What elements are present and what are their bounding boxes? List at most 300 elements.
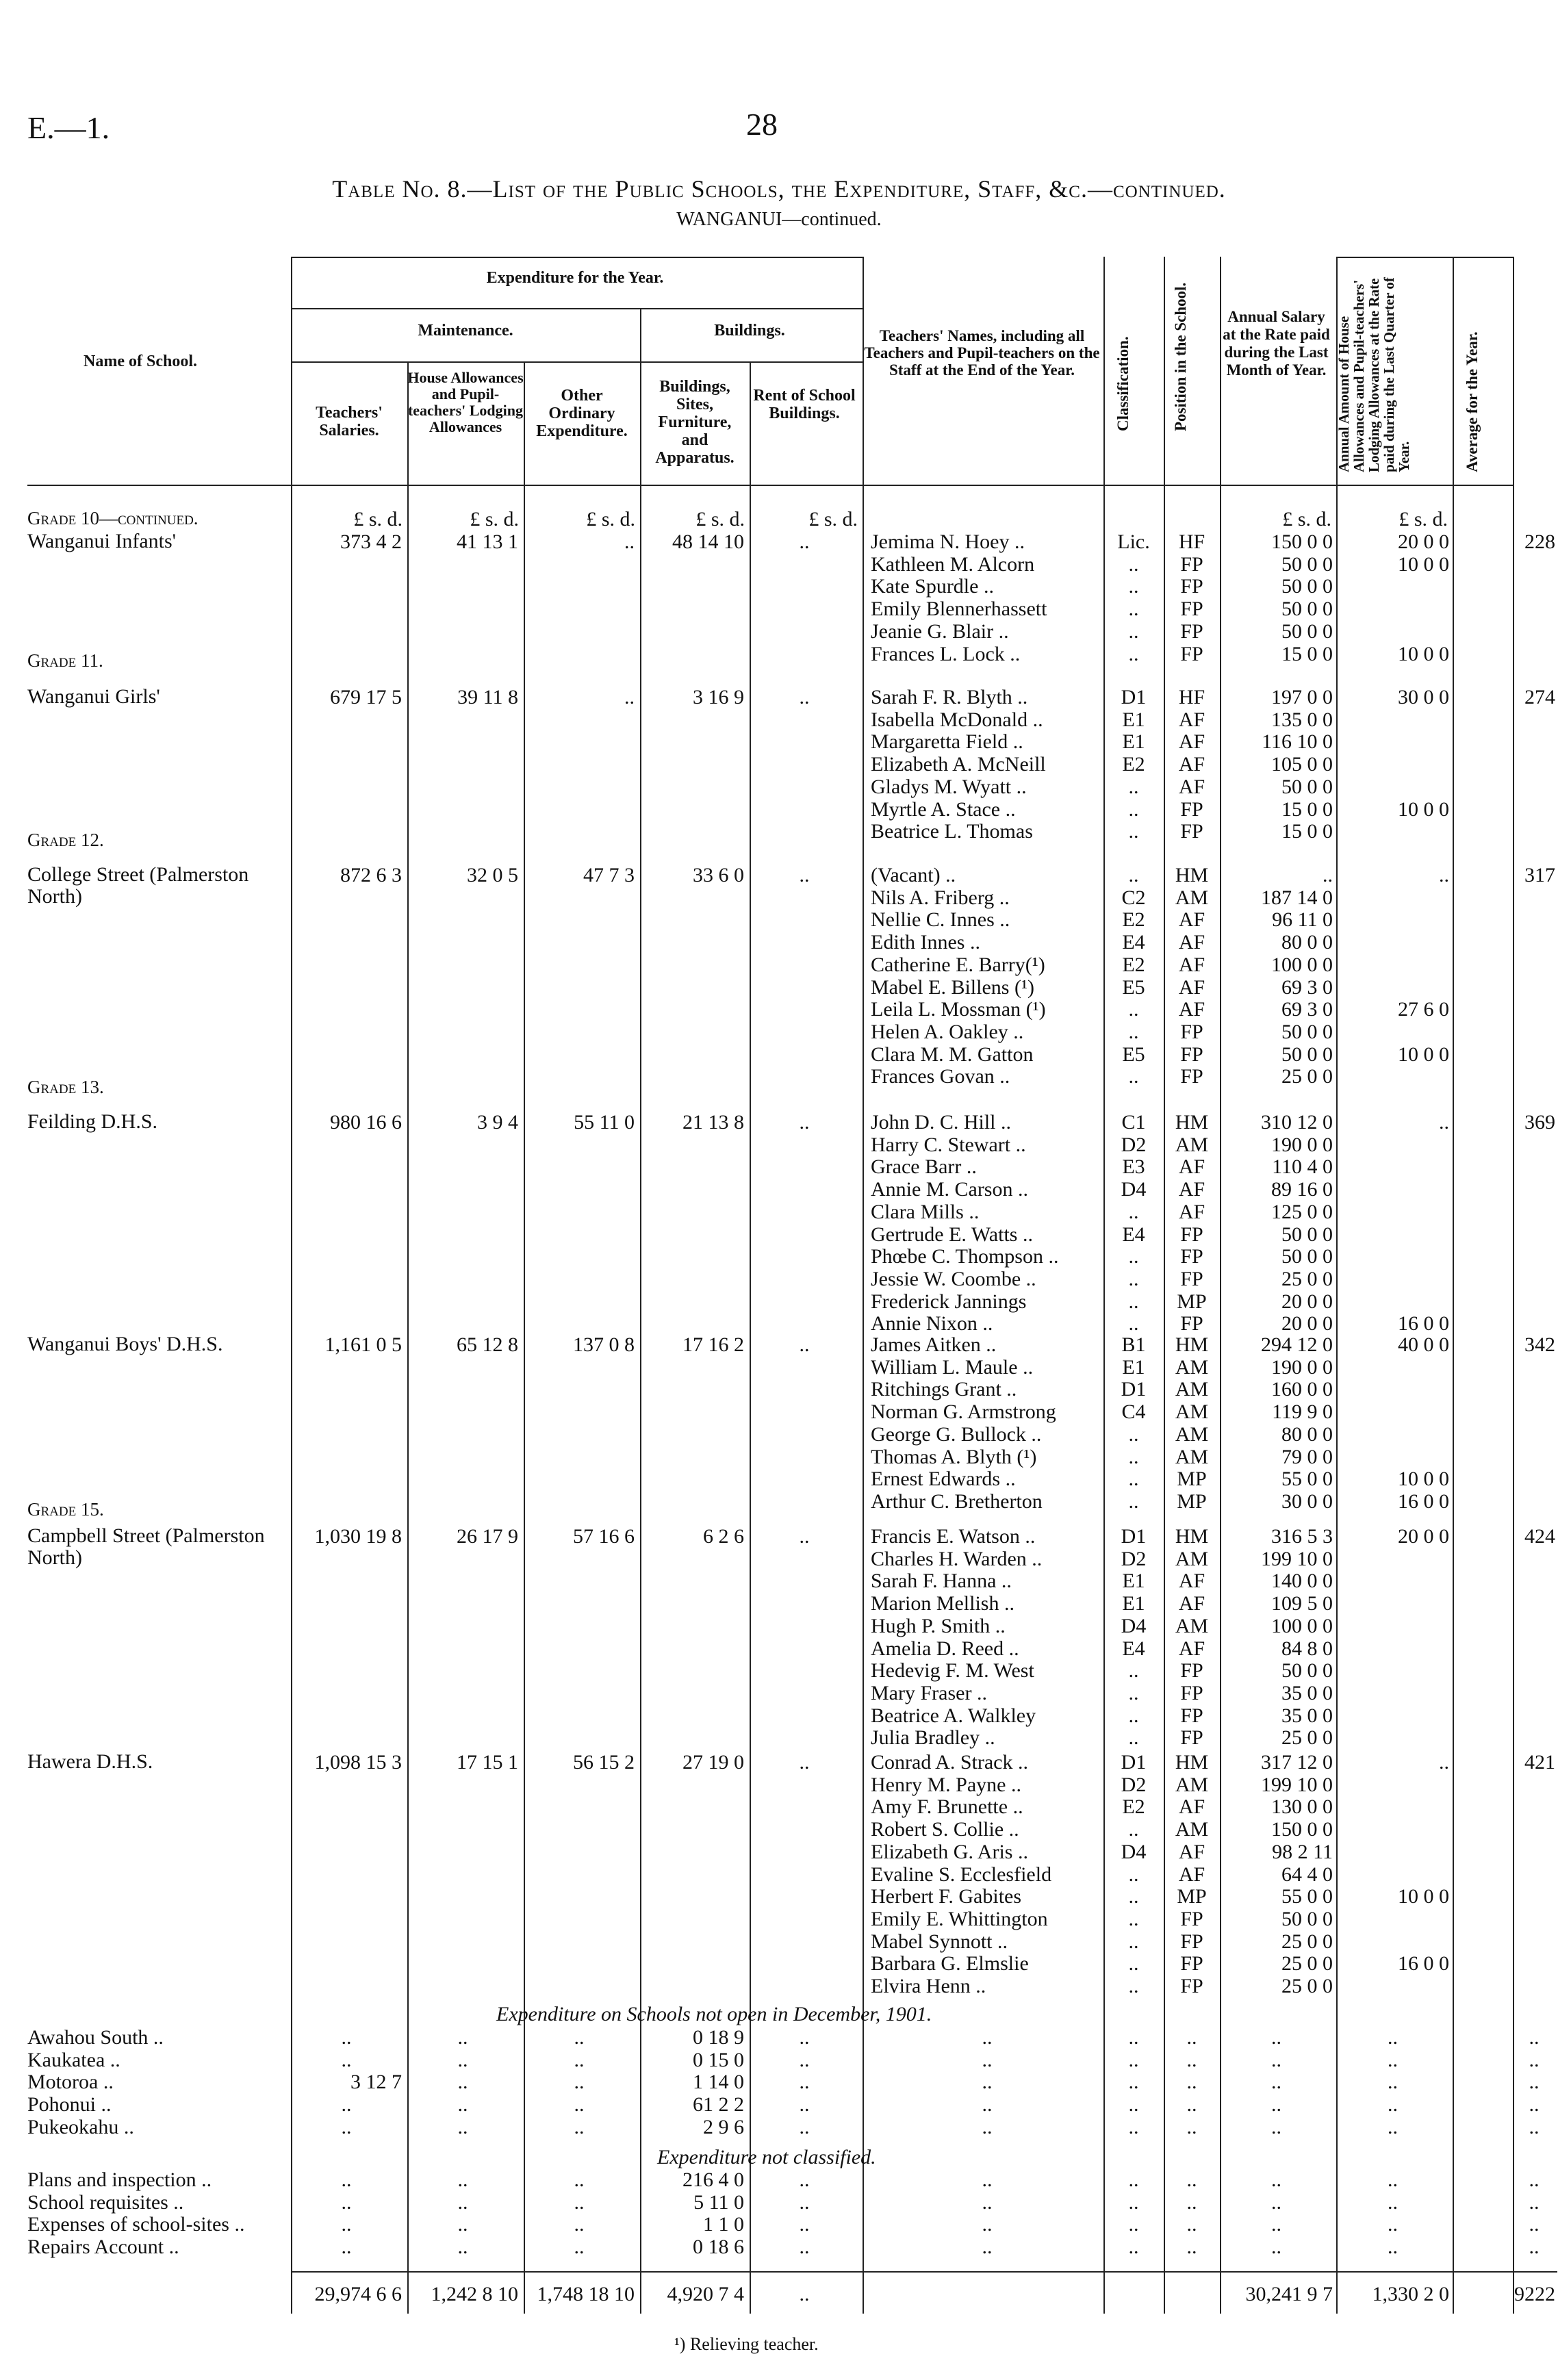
annual-amount: .. <box>1388 2115 1398 2138</box>
classification: .. <box>1128 2048 1139 2071</box>
teacher-name: Marion Mellish .. <box>871 1592 1014 1615</box>
school-name: Hawera D.H.S. <box>27 1750 153 1773</box>
house-allowances: .. <box>457 2115 468 2138</box>
average-attendance: .. <box>1529 2213 1540 2236</box>
annual-salary: 25 0 0 <box>1281 1975 1333 1997</box>
annual-amount: 10 0 0 <box>1398 552 1449 576</box>
rule-horizontal <box>291 361 863 363</box>
teacher-name: Amelia D. Reed .. <box>871 1637 1019 1660</box>
annual-salary: 80 0 0 <box>1281 931 1333 954</box>
annual-salary: 116 10 0 <box>1262 730 1333 754</box>
teacher-name: Nellie C. Innes .. <box>871 908 1010 932</box>
classification: E5 <box>1122 1042 1145 1066</box>
annual-salary: 190 0 0 <box>1271 1355 1333 1379</box>
total-salaries: 29,974 6 6 <box>314 2283 402 2305</box>
teacher-name: .. <box>982 2236 993 2259</box>
teacher-name: Elvira Henn .. <box>871 1975 986 1997</box>
classification: .. <box>1128 1907 1139 1930</box>
position: AM <box>1175 1400 1209 1424</box>
annual-salary: .. <box>1271 2213 1281 2236</box>
position: HF <box>1178 530 1205 553</box>
classification: .. <box>1128 2115 1139 2138</box>
average-attendance: .. <box>1529 2093 1540 2116</box>
annual-salary: 316 5 3 <box>1271 1525 1333 1548</box>
classification: .. <box>1128 1245 1139 1268</box>
classification: .. <box>1128 1659 1139 1682</box>
position: .. <box>1186 2168 1197 2191</box>
position: AF <box>1178 753 1205 776</box>
rule-horizontal <box>291 308 863 309</box>
position: HF <box>1178 686 1205 708</box>
annual-salary: 150 0 0 <box>1271 1818 1333 1841</box>
total-other: 1,748 18 10 <box>537 2283 635 2305</box>
position: FP <box>1180 1245 1203 1268</box>
teacher-name: Mabel Synnott .. <box>871 1930 1008 1953</box>
rent-buildings: .. <box>799 2168 810 2191</box>
buildings-sites: 61 2 2 <box>693 2093 744 2116</box>
classification: .. <box>1128 864 1139 886</box>
other-expenditure: 47 7 3 <box>583 864 635 886</box>
report-code: E.—1. <box>27 110 110 145</box>
position: FP <box>1180 598 1203 621</box>
teacher-name: .. <box>982 2071 993 2094</box>
house-allowances: .. <box>457 2026 468 2049</box>
rent-buildings: .. <box>799 1751 810 1774</box>
classification: D1 <box>1121 686 1147 708</box>
average-attendance: 228 <box>1524 530 1555 553</box>
annual-amount: .. <box>1388 2168 1398 2191</box>
teacher-name: Jessie W. Coombe .. <box>871 1267 1036 1290</box>
position: MP <box>1177 1885 1207 1908</box>
classification: .. <box>1128 1863 1139 1886</box>
buildings-sites: 5 11 0 <box>693 2190 744 2214</box>
average-attendance: 342 <box>1524 1333 1555 1356</box>
annual-amount: .. <box>1388 2026 1398 2049</box>
annual-salary: 69 3 0 <box>1281 998 1333 1021</box>
annual-salary: 50 0 0 <box>1281 1042 1333 1066</box>
teachers-salaries: 872 6 3 <box>340 864 402 886</box>
annual-amount: .. <box>1439 1111 1449 1134</box>
annual-amount: 16 0 0 <box>1398 1312 1449 1335</box>
position: AF <box>1178 1863 1205 1886</box>
teacher-name: Hedevig F. M. West <box>871 1659 1034 1682</box>
position: AF <box>1178 1637 1205 1660</box>
teacher-name: Myrtle A. Stace .. <box>871 797 1016 821</box>
teacher-name: Frances Govan .. <box>871 1065 1010 1088</box>
teachers-salaries: .. <box>341 2190 352 2214</box>
teachers-salaries: .. <box>341 2048 352 2071</box>
classification: E1 <box>1122 1592 1145 1615</box>
position: .. <box>1186 2213 1197 2236</box>
buildings-sites: 6 2 6 <box>703 1525 744 1548</box>
other-expenditure: .. <box>574 2115 585 2138</box>
position: AF <box>1178 1795 1205 1819</box>
classification: .. <box>1128 1020 1139 1043</box>
rent-buildings: .. <box>799 2213 810 2236</box>
teacher-name: Ritchings Grant .. <box>871 1378 1017 1401</box>
position: FP <box>1180 797 1203 821</box>
teacher-name: .. <box>982 2168 993 2191</box>
classification: D4 <box>1121 1840 1147 1863</box>
rent-buildings: .. <box>799 2115 810 2138</box>
teacher-name: Emily Blennerhassett <box>871 598 1047 621</box>
teachers-salaries: .. <box>341 2093 352 2116</box>
position: AF <box>1178 953 1205 976</box>
annual-salary: 20 0 0 <box>1281 1312 1333 1335</box>
average-attendance: .. <box>1529 2190 1540 2214</box>
annual-salary: 55 0 0 <box>1281 1468 1333 1491</box>
position: AM <box>1175 1133 1209 1156</box>
col-header-classification: Classification. <box>1114 336 1132 431</box>
classification: E4 <box>1122 931 1145 954</box>
col-header-buildings: Buildings. <box>714 322 785 340</box>
col-header-expenditure: Expenditure for the Year. <box>486 269 664 287</box>
annual-salary: 187 14 0 <box>1261 886 1333 909</box>
position: FP <box>1180 575 1203 598</box>
other-expenditure: .. <box>574 2236 585 2259</box>
annual-salary: 25 0 0 <box>1281 1726 1333 1750</box>
annual-salary: 30 0 0 <box>1281 1489 1333 1513</box>
position: AF <box>1178 931 1205 954</box>
rule-horizontal <box>291 2271 1557 2273</box>
classification: E3 <box>1122 1155 1145 1179</box>
house-allowances: .. <box>457 2093 468 2116</box>
teacher-name: Henry M. Payne .. <box>871 1773 1021 1796</box>
classification: .. <box>1128 775 1139 798</box>
annual-salary: 25 0 0 <box>1281 1267 1333 1290</box>
position: AM <box>1175 1773 1209 1796</box>
position: HM <box>1175 1111 1209 1134</box>
classification: .. <box>1128 2236 1139 2259</box>
annual-salary: 50 0 0 <box>1281 775 1333 798</box>
total-annual-salary: 30,241 9 7 <box>1245 2283 1333 2305</box>
school-name: College Street (Palmerston North) <box>27 863 249 908</box>
school-name: Pukeokahu .. <box>27 2115 134 2138</box>
position: AF <box>1178 1178 1205 1201</box>
position: FP <box>1180 1704 1203 1727</box>
currency-header: £ s. d. <box>808 508 858 530</box>
position: FP <box>1180 1042 1203 1066</box>
annual-salary: 15 0 0 <box>1281 797 1333 821</box>
position: .. <box>1186 2190 1197 2214</box>
rent-buildings: .. <box>799 2236 810 2259</box>
annual-salary: 130 0 0 <box>1271 1795 1333 1819</box>
house-allowances: 65 12 8 <box>457 1333 518 1356</box>
position: FP <box>1180 1312 1203 1335</box>
annual-amount: .. <box>1439 864 1449 886</box>
annual-salary: 150 0 0 <box>1271 530 1333 553</box>
annual-amount: 16 0 0 <box>1398 1952 1449 1975</box>
classification: .. <box>1128 2071 1139 2094</box>
classification: D2 <box>1121 1547 1147 1570</box>
annual-salary: 109 5 0 <box>1271 1592 1333 1615</box>
position: HM <box>1175 864 1209 886</box>
classification: E4 <box>1122 1637 1145 1660</box>
col-header-annual-amount: Annual Amount of House Allowances and Pupil-teachers' Lodging Allowances at the Rate paid during the Last Quarter of Year. <box>1336 277 1412 472</box>
rent-buildings: .. <box>799 530 810 553</box>
teacher-name: Harry C. Stewart .. <box>871 1133 1026 1156</box>
other-expenditure: 57 16 6 <box>573 1525 635 1548</box>
position: FP <box>1180 552 1203 576</box>
position: AM <box>1175 1614 1209 1637</box>
rent-buildings: .. <box>799 686 810 708</box>
rule-vertical <box>1453 257 1454 2314</box>
teacher-name: Helen A. Oakley .. <box>871 1020 1024 1043</box>
position: HM <box>1175 1525 1209 1548</box>
annual-salary: .. <box>1271 2236 1281 2259</box>
school-name: Wanganui Boys' D.H.S. <box>27 1333 223 1355</box>
annual-salary: 125 0 0 <box>1271 1200 1333 1223</box>
annual-salary: 84 8 0 <box>1281 1637 1333 1660</box>
expenditure-item: Repairs Account .. <box>27 2236 179 2259</box>
position: MP <box>1177 1468 1207 1491</box>
school-name: Motoroa .. <box>27 2071 114 2094</box>
annual-salary: 79 0 0 <box>1281 1445 1333 1468</box>
position: FP <box>1180 1267 1203 1290</box>
house-allowances: .. <box>457 2071 468 2094</box>
col-header-bsites: Buildings, Sites, Furniture, and Apparatus. <box>655 378 735 467</box>
teacher-name: Annie M. Carson .. <box>871 1178 1028 1201</box>
section-not-classified: Expenditure not classified. <box>657 2146 876 2168</box>
classification: .. <box>1128 2190 1139 2214</box>
classification: .. <box>1128 2168 1139 2191</box>
teacher-name: Charles H. Warden .. <box>871 1547 1043 1570</box>
currency-header: £ s. d. <box>695 508 745 530</box>
annual-salary: 50 0 0 <box>1281 1907 1333 1930</box>
house-allowances: 3 9 4 <box>477 1111 518 1134</box>
annual-salary: 110 4 0 <box>1272 1155 1333 1179</box>
position: AF <box>1178 1570 1205 1593</box>
rule-vertical <box>291 257 292 2314</box>
grade-label: Grade 13. <box>27 1077 104 1097</box>
annual-amount: 30 0 0 <box>1398 686 1449 708</box>
classification: .. <box>1128 2026 1139 2049</box>
teacher-name: .. <box>982 2048 993 2071</box>
annual-amount: .. <box>1439 1751 1449 1774</box>
position: .. <box>1186 2026 1197 2049</box>
position: FP <box>1180 1681 1203 1704</box>
teacher-name: .. <box>982 2213 993 2236</box>
teacher-name: .. <box>982 2026 993 2049</box>
classification: E1 <box>1122 730 1145 754</box>
annual-salary: 69 3 0 <box>1281 975 1333 999</box>
teachers-salaries: 373 4 2 <box>340 530 402 553</box>
teacher-name: Francis E. Watson .. <box>871 1525 1036 1548</box>
section-not-open: Expenditure on Schools not open in December, 1901. <box>496 2003 932 2025</box>
rent-buildings: .. <box>799 1333 810 1356</box>
rule-horizontal <box>27 485 1513 486</box>
classification: .. <box>1128 575 1139 598</box>
col-header-position: Position in the School. <box>1172 282 1189 431</box>
classification: D1 <box>1121 1525 1147 1548</box>
position: AM <box>1175 1547 1209 1570</box>
teachers-salaries: 3 12 7 <box>350 2071 402 2094</box>
rule-vertical <box>1513 257 1514 2314</box>
classification: .. <box>1128 1489 1139 1513</box>
footnote: ¹) Relieving teacher. <box>674 2334 819 2354</box>
house-allowances: 32 0 5 <box>467 864 518 886</box>
position: MP <box>1177 1489 1207 1513</box>
teacher-name: Jeanie G. Blair .. <box>871 619 1009 643</box>
position: AM <box>1175 1378 1209 1401</box>
other-expenditure: .. <box>624 686 635 708</box>
classification: E5 <box>1122 975 1145 999</box>
classification: .. <box>1128 1818 1139 1841</box>
teacher-name: Phœbe C. Thompson .. <box>871 1245 1059 1268</box>
rent-buildings: .. <box>799 2190 810 2214</box>
teachers-salaries: 1,161 0 5 <box>324 1333 402 1356</box>
other-expenditure: .. <box>574 2168 585 2191</box>
position: AF <box>1178 708 1205 731</box>
teacher-name: George G. Bullock .. <box>871 1422 1042 1446</box>
classification: B1 <box>1121 1333 1146 1356</box>
annual-salary: 50 0 0 <box>1281 552 1333 576</box>
position: AM <box>1175 886 1209 909</box>
annual-salary: 89 16 0 <box>1271 1178 1333 1201</box>
annual-amount: 40 0 0 <box>1398 1333 1449 1356</box>
classification: .. <box>1128 820 1139 843</box>
teacher-name: (Vacant) .. <box>871 864 956 886</box>
classification: .. <box>1128 2213 1139 2236</box>
annual-amount: .. <box>1388 2190 1398 2214</box>
annual-salary: .. <box>1271 2071 1281 2094</box>
annual-salary: 64 4 0 <box>1281 1863 1333 1886</box>
table-subtitle: WANGANUI—continued. <box>676 209 882 230</box>
col-header-other: Other Ordinary Expenditure. <box>536 387 628 440</box>
annual-salary: .. <box>1271 2026 1281 2049</box>
col-header-name: Name of School. <box>84 353 197 370</box>
teacher-name: Clara M. M. Gatton <box>871 1042 1034 1066</box>
annual-amount: 20 0 0 <box>1398 530 1449 553</box>
teachers-salaries: .. <box>341 2026 352 2049</box>
classification: .. <box>1128 998 1139 1021</box>
expenditure-item: School requisites .. <box>27 2190 184 2214</box>
teacher-name: Arthur C. Bretherton <box>871 1489 1043 1513</box>
house-allowances: .. <box>457 2190 468 2214</box>
classification: E1 <box>1122 1355 1145 1379</box>
classification: .. <box>1128 1726 1139 1750</box>
buildings-sites: 27 19 0 <box>682 1751 744 1774</box>
position: FP <box>1180 1726 1203 1750</box>
average-attendance: .. <box>1529 2071 1540 2094</box>
other-expenditure: .. <box>574 2093 585 2116</box>
position: FP <box>1180 1930 1203 1953</box>
annual-salary: 50 0 0 <box>1281 1659 1333 1682</box>
house-allowances: .. <box>457 2048 468 2071</box>
classification: .. <box>1128 1065 1139 1088</box>
annual-salary: 98 2 11 <box>1272 1840 1333 1863</box>
classification: .. <box>1128 1975 1139 1997</box>
average-attendance: .. <box>1529 2236 1540 2259</box>
teacher-name: Beatrice L. Thomas <box>871 820 1033 843</box>
currency-header: £ s. d. <box>1282 508 1331 530</box>
annual-salary: 294 12 0 <box>1261 1333 1333 1356</box>
classification: E2 <box>1122 753 1145 776</box>
total-annual-amount: 1,330 2 0 <box>1372 2283 1449 2305</box>
annual-salary: 25 0 0 <box>1281 1065 1333 1088</box>
teacher-name: Jemima N. Hoey .. <box>871 530 1025 553</box>
annual-salary: 135 0 0 <box>1271 708 1333 731</box>
annual-salary: 199 10 0 <box>1261 1773 1333 1796</box>
teacher-name: Emily E. Whittington <box>871 1907 1048 1930</box>
average-attendance: .. <box>1529 2048 1540 2071</box>
buildings-sites: 0 15 0 <box>693 2048 744 2071</box>
annual-salary: 197 0 0 <box>1271 686 1333 708</box>
average-attendance: .. <box>1529 2115 1540 2138</box>
annual-salary: 50 0 0 <box>1281 1245 1333 1268</box>
teachers-salaries: .. <box>341 2236 352 2259</box>
buildings-sites: 21 13 8 <box>682 1111 744 1134</box>
position: AF <box>1178 908 1205 932</box>
grade-label: Grade 10—continued. <box>27 508 199 528</box>
position: AF <box>1178 1592 1205 1615</box>
position: FP <box>1180 1223 1203 1246</box>
currency-header: £ s. d. <box>586 508 635 530</box>
classification: .. <box>1128 1290 1139 1313</box>
classification: .. <box>1128 797 1139 821</box>
classification: D1 <box>1121 1378 1147 1401</box>
buildings-sites: 216 4 0 <box>682 2168 744 2191</box>
annual-salary: 160 0 0 <box>1271 1378 1333 1401</box>
teachers-salaries: .. <box>341 2115 352 2138</box>
classification: .. <box>1128 1200 1139 1223</box>
classification: .. <box>1128 1681 1139 1704</box>
annual-salary: 119 9 0 <box>1272 1400 1333 1424</box>
annual-salary: 55 0 0 <box>1281 1885 1333 1908</box>
annual-salary: 105 0 0 <box>1271 753 1333 776</box>
classification: .. <box>1128 1468 1139 1491</box>
teacher-name: Gertrude E. Watts .. <box>871 1223 1033 1246</box>
teacher-name: John D. C. Hill .. <box>871 1111 1012 1134</box>
position: AF <box>1178 1840 1205 1863</box>
teacher-name: Sarah F. R. Blyth .. <box>871 686 1028 708</box>
rent-buildings: .. <box>799 864 810 886</box>
other-expenditure: 55 11 0 <box>574 1111 635 1134</box>
classification: .. <box>1128 598 1139 621</box>
buildings-sites: 3 16 9 <box>693 686 744 708</box>
teacher-name: Ernest Edwards .. <box>871 1468 1016 1491</box>
school-name: Kaukatea .. <box>27 2048 120 2071</box>
teacher-name: Nils A. Friberg .. <box>871 886 1010 909</box>
grade-label: Grade 12. <box>27 830 104 850</box>
col-header-annual-salary: Annual Salary at the Rate paid during the Last Month of Year. <box>1223 308 1330 379</box>
annual-salary: 50 0 0 <box>1281 1020 1333 1043</box>
rent-buildings: .. <box>799 1111 810 1134</box>
teacher-name: Elizabeth G. Aris .. <box>871 1840 1028 1863</box>
teacher-name: Mary Fraser .. <box>871 1681 987 1704</box>
school-name: Pohonui .. <box>27 2093 112 2116</box>
teacher-name: Leila L. Mossman (¹) <box>871 998 1046 1021</box>
school-name: Feilding D.H.S. <box>27 1110 158 1133</box>
classification: D2 <box>1121 1133 1147 1156</box>
house-allowances: 26 17 9 <box>457 1525 518 1548</box>
page-number: 28 <box>746 107 778 142</box>
teacher-name: Conrad A. Strack .. <box>871 1751 1028 1774</box>
total-allowances: 1,242 8 10 <box>431 2283 518 2305</box>
rent-buildings: .. <box>799 2071 810 2094</box>
classification: D4 <box>1121 1614 1147 1637</box>
annual-salary: 25 0 0 <box>1281 1930 1333 1953</box>
annual-salary: 100 0 0 <box>1271 953 1333 976</box>
annual-amount: .. <box>1388 2236 1398 2259</box>
position: AF <box>1178 1155 1205 1179</box>
teacher-name: Frederick Jannings <box>871 1290 1027 1313</box>
expenditure-item: Expenses of school-sites .. <box>27 2213 245 2236</box>
annual-salary: .. <box>1271 2093 1281 2116</box>
total-average: 9222 <box>1514 2283 1555 2305</box>
position: AF <box>1178 1200 1205 1223</box>
col-header-teachers: Teachers' Names, including all Teachers and Pupil-teachers on the Staff at the End of the Year. <box>864 327 1100 379</box>
